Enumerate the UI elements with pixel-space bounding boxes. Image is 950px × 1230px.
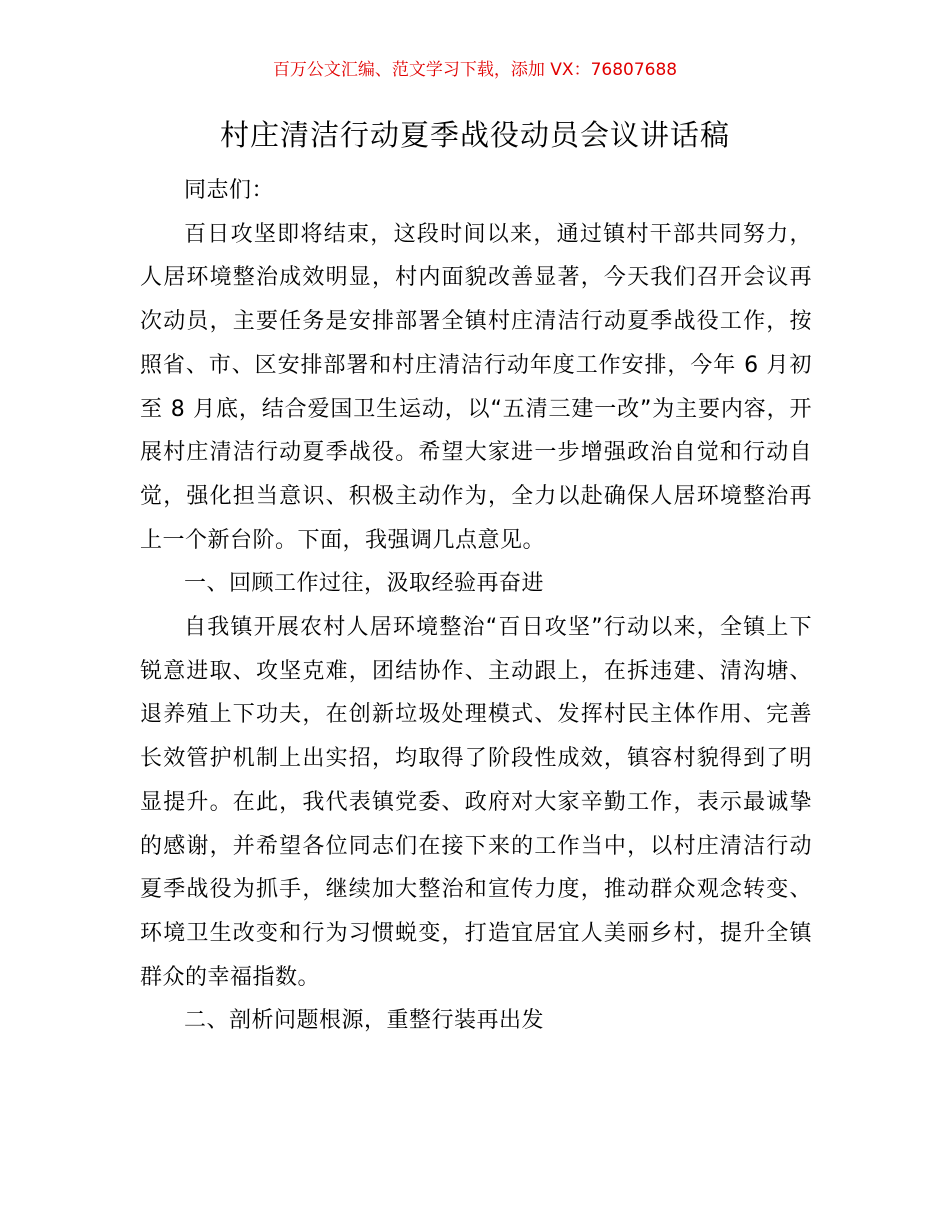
section-heading-2: 二、剖析问题根源，重整行装再出发 [184,1008,545,1034]
document-body [140,169,812,1043]
paragraph-intro: 百日攻坚即将结束，这段时间以来，通过镇村干部共同努力，人居环境整治成效明显，村内面貌改善显著，今天我们召开会议再次动员，主要任务是安排部署全镇村庄清洁行动夏季战役工作，按照省、市、区安排部署和村庄清洁行动年度工作安排，今年 6 月初至 8 月底，结合爱国卫生运动，以“五清三建一改”为主要内容，开展村庄清洁行动夏季战役。希望大家进一步增强政治自觉和行动自觉，强化担当意识、积极主动作为，全力以赴确保人居环境整治再上一个新台阶。下面，我强调几点意见。 [140,221,812,553]
paragraph-review: 自我镇开展农村人居环境整治“百日攻坚”行动以来，全镇上下锐意进取、攻坚克难，团结协作、主动跟上，在拆违建、清沟塘、退养殖上下功夫，在创新垃圾处理模式、发挥村民主体作用、完善长效管护机制上出实招，均取得了阶段性成效，镇容村貌得到了明显提升。在此，我代表镇党委、政府对大家辛勤工作，表示最诚挚的感谢，并希望各位同志们在接下来的工作当中，以村庄清洁行动夏季战役为抓手，继续加大整治和宣传力度，推动群众观念转变、环境卫生改变和行为习惯蜕变，打造宜居宜人美丽乡村，提升全镇群众的幸福指数。 [140,615,813,990]
header-note: 百万公文汇编、范文学习下载，添加 VX：76807688 [272,60,678,80]
section-heading-1: 一、回顾工作过往，汲取经验再奋进 [184,571,545,597]
document-title: 村庄清洁行动夏季战役动员会议讲话稿 [219,118,730,152]
salutation: 同志们： [184,178,275,203]
